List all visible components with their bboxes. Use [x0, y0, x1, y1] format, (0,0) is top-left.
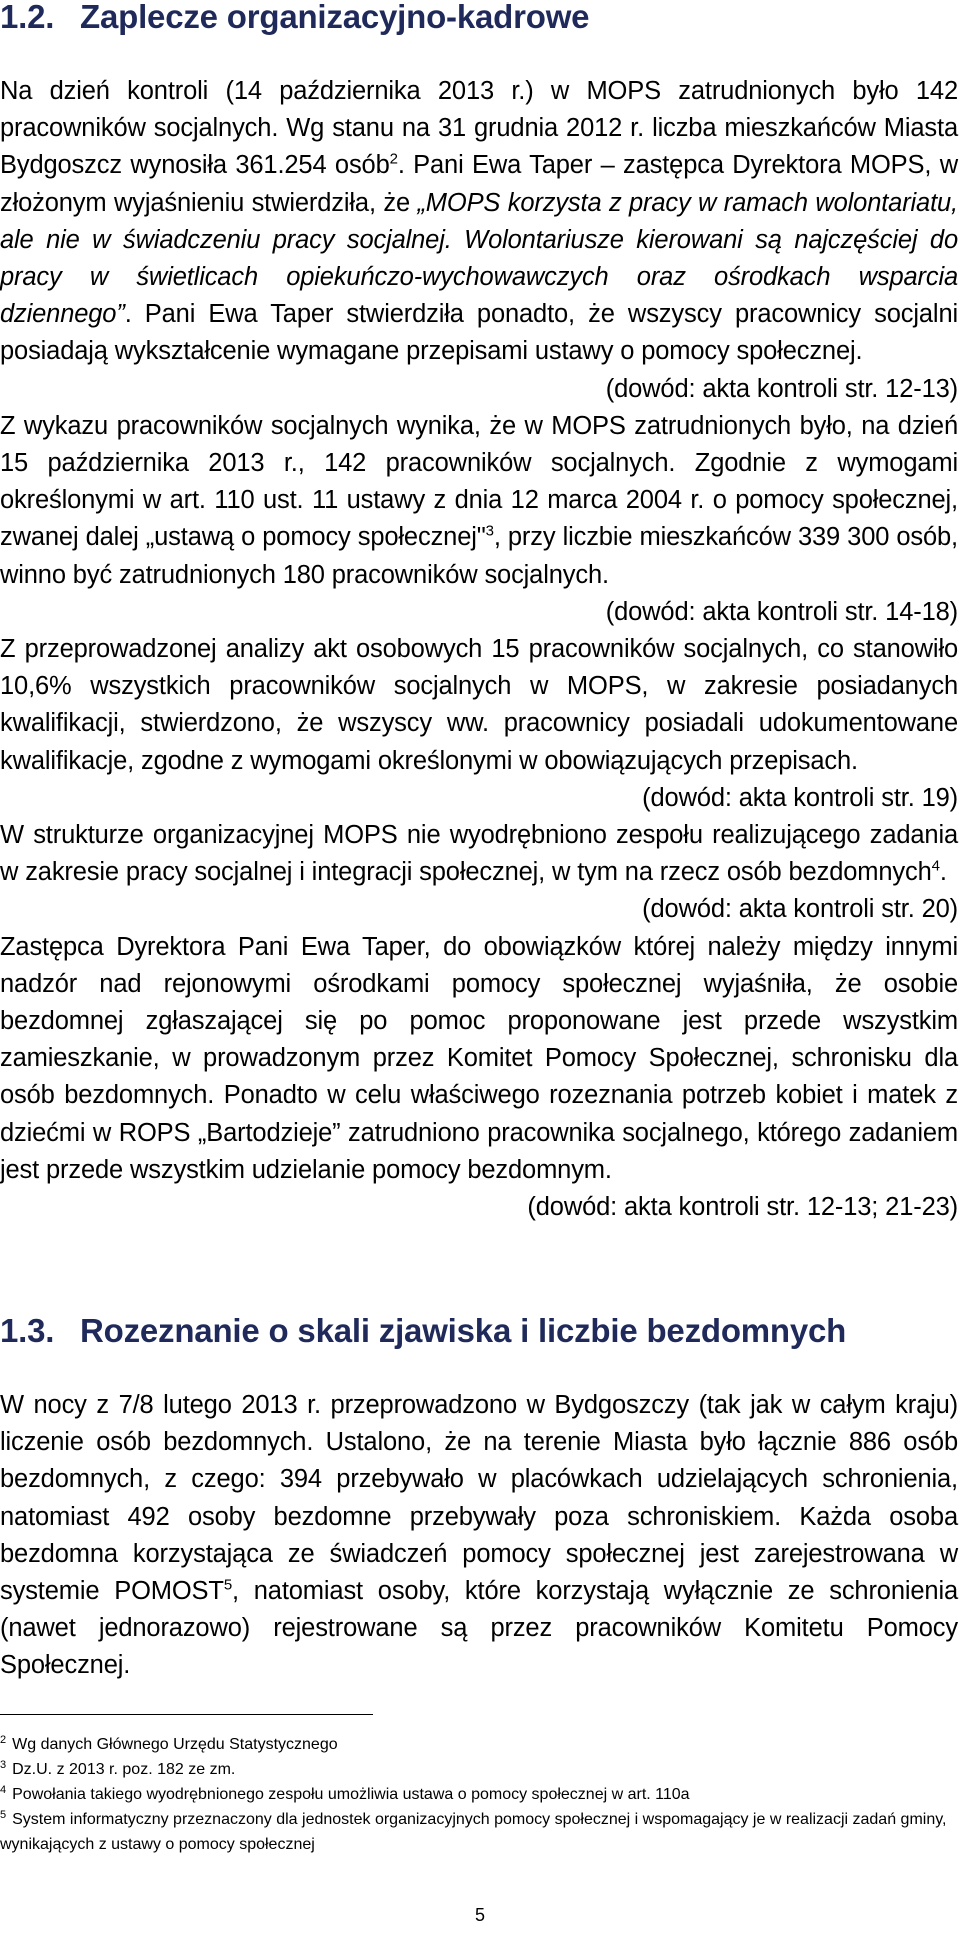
footnote — [0, 1782, 958, 1807]
evidence-reference: (dowód: akta kontroli str. 14-18) — [605, 597, 958, 626]
evidence-reference: (dowód: akta kontroli str. 20) — [642, 895, 958, 924]
footnote-number: 2 — [0, 1733, 7, 1746]
section-title: Rozeznanie o skali zjawiska i liczbie bezdomnych — [80, 1312, 847, 1349]
paragraph: Z przeprowadzonej analizy akt osobowych 15 pracowników socjalnych, co stanowiło 10,6% wszystkich pracowników socjalnych w MOPS, w zakresie posiadanych kwalifikacji, stwierdzono, że wszyscy ww. pracownicy posiadali udokumentowane kwalifikacje, zgodne z wymogami określonymi w obowiązujących przepisach. — [0, 635, 958, 775]
section-1-2-body — [0, 73, 958, 1226]
section-title: Zaplecze organizacyjno-kadrowe — [80, 0, 590, 35]
paragraph — [0, 817, 958, 891]
footnote — [0, 1807, 958, 1857]
text-run: , przy liczbie mieszkańców 339 300 osób, winno być zatrudnionych 180 pracowników socjalnych. — [0, 523, 958, 589]
footnote-text: Powołania takiego wyodrębnionego zespołu umożliwia ustawa o pomocy społecznej w art. 110a — [12, 1786, 690, 1803]
footnote-ref[interactable]: 2 — [389, 150, 398, 168]
paragraph: Zastępca Dyrektora Pani Ewa Taper, do obowiązków której należy między innymi nadzór nad rejonowymi ośrodkami pomocy społecznej wyjaśniła, że osobie bezdomnej zgłaszającej się po pomoc proponowane jest przede wszystkim zamieszkanie, w prowadzonym przez Komitet Pomocy Społecznej, schronisku dla osób bezdomnych. Ponadto w celu właściwego rozeznania potrzeb kobiet i matek z dziećmi w ROPS „Bartodzieje” zatrudniono pracownika socjalnego, którego zadaniem jest przede wszystkim udzielanie pomocy bezdomnym. — [0, 932, 958, 1184]
footnote-ref[interactable]: 5 — [223, 1576, 233, 1594]
text-run: , natomiast osoby, które korzystają wyłącznie ze schronienia (nawet jednorazowo) rejestrowane są przez pracowników Komitetu Pomocy Społecznej. — [0, 1577, 958, 1680]
paragraph — [0, 408, 958, 594]
footnote-text: Wg danych Głównego Urzędu Statystycznego — [12, 1736, 338, 1753]
paragraph — [0, 1387, 958, 1685]
text-run: W nocy z 7/8 lutego 2013 r. przeprowadzono w Bydgoszczy (tak jak w całym kraju) liczenie osób bezdomnych. Ustalono, że na terenie Miasta było łącznie 886 osób bezdomnych, z czego: 394 przebywało w placówkach udzielających schronienia, natomiast 492 osoby bezdomne przebywały poza schroniskiem. Każda osoba bezdomna korzystająca ze świadczeń pomocy społecznej jest zarejestrowana w systemie POMOST — [0, 1391, 958, 1606]
section-1-3-body — [0, 1387, 958, 1685]
footnote-number: 5 — [0, 1808, 7, 1821]
page-number: 5 — [474, 1905, 485, 1925]
footnotes — [0, 1732, 958, 1857]
text-run: . — [939, 858, 947, 887]
text-run: Z wykazu pracowników socjalnych wynika, że w MOPS zatrudnionych było, na dzień 15 października 2013 r., 142 pracowników socjalnych. Zgodnie z wymogami określonymi w art. 110 ust. 11 ustawy z dnia 12 marca 2004 r. o pomocy społecznej, zwanej dalej „ustawą o pomocy społecznej" — [0, 411, 958, 552]
text-run: W strukturze organizacyjnej MOPS nie wyodrębniono zespołu realizującego zadania w zakresie pracy socjalnej i integracji społecznej, w tym na rzecz osób bezdomnych — [0, 821, 958, 887]
footnote-separator — [0, 1714, 373, 1715]
footnote-number: 4 — [0, 1783, 7, 1796]
quote-text: „MOPS korzysta z pracy w ramach wolontariatu, ale nie w świadczeniu pracy socjalnej. Wolontariusze kierowani są najczęściej do pracy w świetlicach opiekuńczo-wychowawczych oraz ośrodkach wsparcia dziennego” — [0, 188, 958, 329]
section-number: 1.2. — [0, 0, 55, 35]
footnote-text: Dz.U. z 2013 r. poz. 182 ze zm. — [12, 1761, 236, 1778]
evidence-reference: (dowód: akta kontroli str. 12-13; 21-23) — [527, 1193, 958, 1222]
footnote-text: System informatyczny przeznaczony dla jednostek organizacyjnych pomocy społecznej i wspomagający je w realizacji zadań gminy, wynikających z ustawy o pomocy społecznej — [0, 1811, 947, 1853]
text-run: . Pani Ewa Taper stwierdziła ponadto, że wszyscy pracownicy socjalni posiadają wykształcenie wymagane przepisami ustawy o pomocy społecznej. — [0, 300, 958, 366]
evidence-reference: (dowód: akta kontroli str. 12-13) — [605, 374, 958, 403]
footnote — [0, 1757, 958, 1782]
text-run: Na dzień kontroli (14 października 2013 r.) w MOPS zatrudnionych było 142 pracowników socjalnych. Wg stanu na 31 grudnia 2012 r. liczba mieszkańców Miasta Bydgoszcz wynosiła 361.254 osób — [0, 77, 958, 180]
footnote-number: 3 — [0, 1758, 7, 1771]
evidence-reference: (dowód: akta kontroli str. 19) — [642, 783, 958, 812]
section-number: 1.3. — [0, 1312, 55, 1349]
text-run: . Pani Ewa Taper – zastępca Dyrektora MOPS, w złożonym wyjaśnieniu stwierdziła, że — [0, 151, 958, 217]
footnote-ref[interactable]: 3 — [485, 522, 494, 540]
footnote — [0, 1732, 958, 1757]
section-heading-1-2 — [0, 0, 589, 36]
section-heading-1-3 — [0, 1312, 846, 1350]
paragraph — [0, 73, 958, 371]
footnote-ref[interactable]: 4 — [931, 857, 940, 875]
